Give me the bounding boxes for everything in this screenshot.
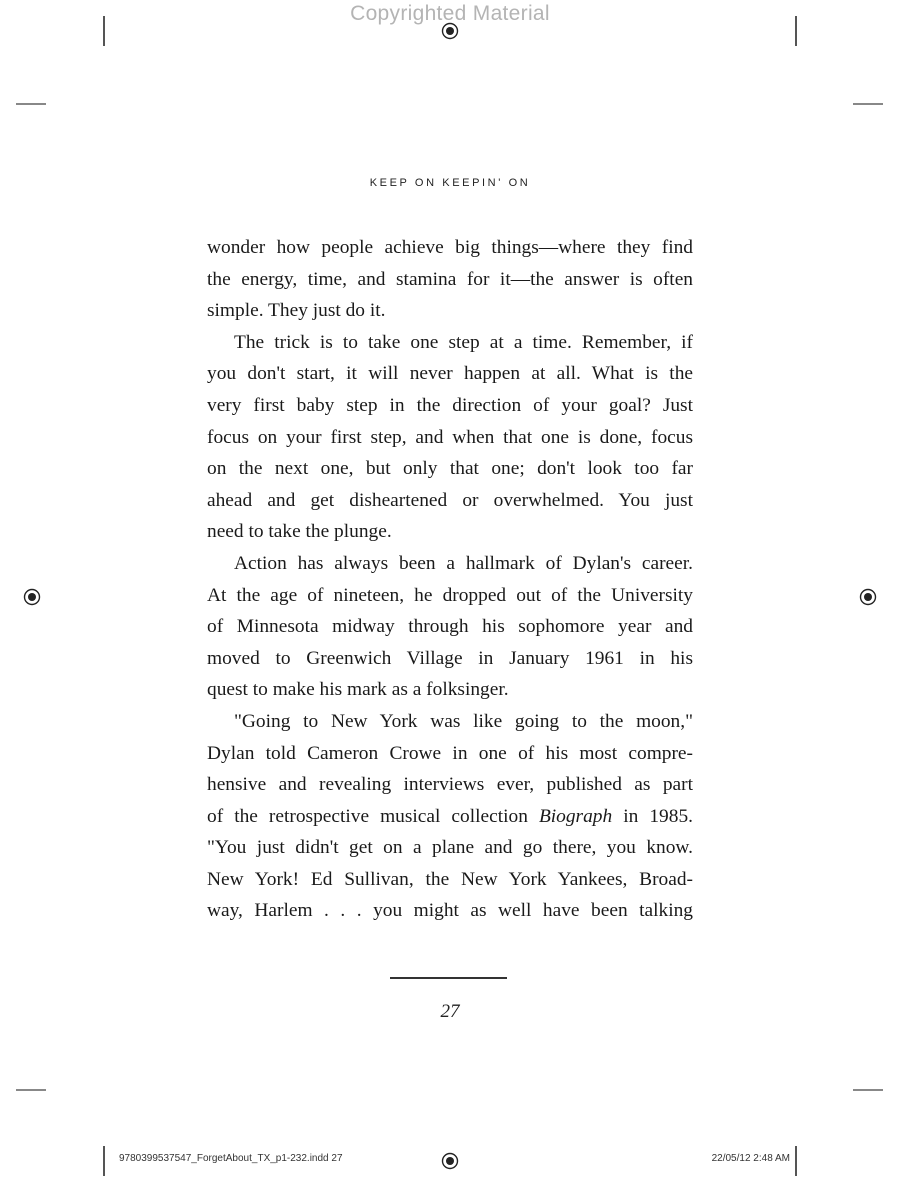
paragraph bbox=[207, 548, 693, 706]
text-line: of the retrospective musical collection Biograph in 1985. bbox=[207, 805, 693, 827]
text-line: moved to Greenwich Village in January 1961 in his bbox=[207, 647, 693, 669]
copyright-watermark: Copyrighted Material bbox=[350, 2, 550, 25]
crop-mark-bottom-left bbox=[103, 1146, 105, 1176]
registration-mark-icon bbox=[441, 22, 459, 40]
text-line: The trick is to take one step at a time. Remember, if bbox=[234, 331, 693, 353]
crop-mark-top-left bbox=[103, 16, 105, 46]
text-line: of Minnesota midway through his sophomore year and bbox=[207, 616, 693, 638]
registration-mark-icon bbox=[23, 588, 41, 606]
text-line: simple. They just do it. bbox=[207, 300, 386, 322]
text-line: the energy, time, and stamina for it—the answer is often bbox=[207, 268, 693, 290]
text-line: "You just didn't get on a plane and go there, you know. bbox=[207, 837, 693, 859]
running-head: KEEP ON KEEPIN' ON bbox=[369, 177, 531, 189]
page-number: 27 bbox=[440, 1001, 460, 1022]
crop-mark-left-lower bbox=[16, 1089, 46, 1091]
text-line: wonder how people achieve big things—where they find bbox=[207, 237, 693, 258]
crop-mark-right-lower bbox=[853, 1089, 883, 1091]
body-text bbox=[207, 232, 693, 927]
paragraph bbox=[207, 232, 693, 327]
text-line: very first baby step in the direction of your goal? Just bbox=[207, 394, 693, 416]
text-line: Action has always been a hallmark of Dylan's career. bbox=[234, 552, 693, 574]
text-line: hensive and revealing interviews ever, published as part bbox=[207, 774, 693, 796]
paragraph bbox=[207, 327, 693, 548]
text-line: way, Harlem . . . you might as well have been talking bbox=[207, 900, 693, 922]
crop-mark-bottom-right bbox=[795, 1146, 797, 1176]
paragraph bbox=[207, 706, 693, 927]
slug-date-info: 22/05/12 2:48 AM bbox=[711, 1153, 790, 1164]
text-line: New York! Ed Sullivan, the New York Yankees, Broad- bbox=[207, 868, 693, 890]
registration-mark-icon bbox=[441, 1152, 459, 1170]
text-line: focus on your first step, and when that one is done, focus bbox=[207, 426, 693, 448]
text-line: you don't start, it will never happen at all. What is the bbox=[207, 363, 693, 385]
text-line: Dylan told Cameron Crowe in one of his most compre- bbox=[207, 742, 693, 764]
crop-mark-top-right bbox=[795, 16, 797, 46]
text-line: "Going to New York was like going to the moon," bbox=[234, 710, 693, 732]
registration-mark-icon bbox=[859, 588, 877, 606]
text-line: need to take the plunge. bbox=[207, 521, 392, 543]
crop-mark-right-upper bbox=[853, 103, 883, 105]
text-line: on the next one, but only that one; don't look too far bbox=[207, 458, 693, 480]
slug-file-info: 9780399537547_ForgetAbout_TX_p1-232.indd 27 bbox=[119, 1153, 343, 1164]
book-title: Biograph bbox=[538, 805, 613, 827]
folio-rule bbox=[390, 977, 507, 979]
text-line: ahead and get disheartened or overwhelmed. You just bbox=[207, 489, 693, 511]
crop-mark-left-upper bbox=[16, 103, 46, 105]
text-line: At the age of nineteen, he dropped out of the University bbox=[207, 584, 693, 606]
text-line: quest to make his mark as a folksinger. bbox=[207, 679, 509, 701]
